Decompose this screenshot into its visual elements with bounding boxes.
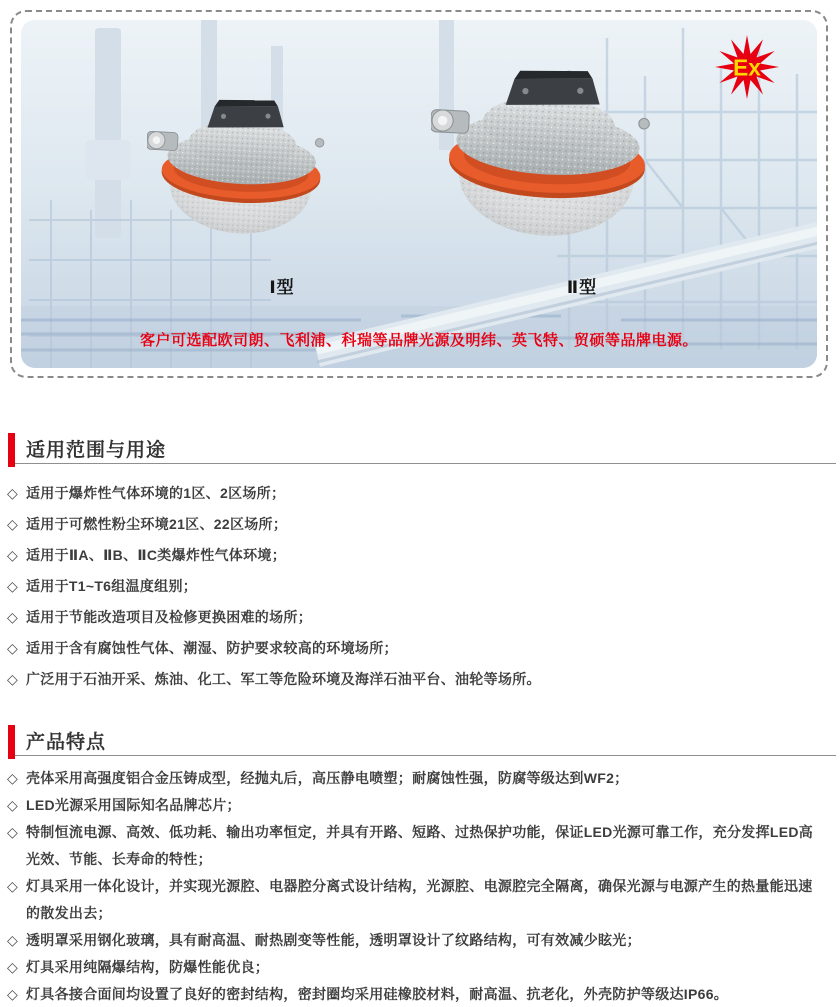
diamond-bullet-icon: ◇ xyxy=(7,609,19,625)
diamond-bullet-icon: ◇ xyxy=(7,932,19,948)
product-photo-panel xyxy=(10,10,828,378)
list-item-text: 适用于T1~T6组温度组别； xyxy=(26,578,198,594)
diamond-bullet-icon: ◇ xyxy=(7,640,19,656)
features-list xyxy=(0,765,840,1007)
section-header xyxy=(8,723,836,756)
brand-options-caption: 客户可选配欧司朗、飞利浦、科瑞等品牌光源及明纬、英飞特、贸硕等品牌电源。 xyxy=(139,332,698,349)
diamond-bullet-icon: ◇ xyxy=(7,770,19,786)
section-title: 产品特点 xyxy=(26,732,107,753)
list-item xyxy=(0,981,822,1007)
diamond-bullet-icon: ◇ xyxy=(7,959,19,975)
diamond-bullet-icon: ◇ xyxy=(7,578,19,594)
model-label-type2: Ⅱ型 xyxy=(566,278,598,297)
list-item xyxy=(0,664,822,695)
starburst-icon xyxy=(714,34,780,100)
list-item xyxy=(0,927,822,954)
list-item-text: 灯具采用一体化设计，并实现光源腔、电器腔分离式设计结构，光源腔、电源腔完全隔离，确保光源与电源产生的热量能迅速的散发出去； xyxy=(26,878,813,921)
list-item-text: 壳体采用高强度铝合金压铸成型，经抛丸后，高压静电喷塑；耐腐蚀性强，防腐等级达到WF2； xyxy=(26,770,629,786)
scope-list xyxy=(0,478,840,695)
diamond-bullet-icon: ◇ xyxy=(7,824,19,840)
section-title: 适用范围与用途 xyxy=(26,440,167,461)
industrial-background-photo xyxy=(21,20,817,368)
list-item-text: 适用于含有腐蚀性气体、潮湿、防护要求较高的环境场所； xyxy=(26,640,398,656)
industrial-scene-graphic xyxy=(21,20,817,368)
list-item xyxy=(0,571,822,602)
diamond-bullet-icon: ◇ xyxy=(7,547,19,563)
lamp-type-1-image xyxy=(147,96,335,254)
list-item xyxy=(0,602,822,633)
diamond-bullet-icon: ◇ xyxy=(7,797,19,813)
list-item-text: 适用于可燃性粉尘环境21区、22区场所； xyxy=(26,516,288,532)
diamond-bullet-icon: ◇ xyxy=(7,516,19,532)
list-item xyxy=(0,633,822,664)
list-item-text: 灯具采用纯隔爆结构，防爆性能优良； xyxy=(26,959,270,975)
list-item xyxy=(0,954,822,981)
list-item xyxy=(0,540,822,571)
list-item-text: 适用于节能改造项目及检修更换困难的场所； xyxy=(26,609,312,625)
diamond-bullet-icon: ◇ xyxy=(7,485,19,501)
list-item-text: 透明罩采用钢化玻璃，具有耐高温、耐热剧变等性能，透明罩设计了纹路结构，可有效减少眩光； xyxy=(26,932,641,948)
section-features xyxy=(0,723,840,1007)
list-item-text: 灯具各接合面间均设置了良好的密封结构，密封圈均采用硅橡胶材料，耐高温、抗老化，外壳防护等级达IP66。 xyxy=(26,986,729,1002)
list-item-text: 广泛用于石油开采、炼油、化工、军工等危险环境及海洋石油平台、油轮等场所。 xyxy=(26,671,541,687)
model-label-type1: Ⅰ型 xyxy=(269,278,295,297)
list-item-text: 特制恒流电源、高效、低功耗、输出功率恒定，并具有开路、短路、过热保护功能，保证LED光源可靠工作，充分发挥LED高光效、节能、长寿命的特性； xyxy=(26,824,814,867)
list-item xyxy=(0,819,822,873)
red-accent-bar xyxy=(8,725,15,759)
list-item xyxy=(0,873,822,927)
list-item-text: LED光源采用国际知名品牌芯片； xyxy=(26,797,241,813)
section-scope xyxy=(0,431,840,695)
red-accent-bar xyxy=(8,433,15,467)
list-item-text: 适用于爆炸性气体环境的1区、2区场所； xyxy=(26,485,286,501)
diamond-bullet-icon: ◇ xyxy=(7,878,19,894)
lamp-type-2-image xyxy=(431,66,663,261)
list-item xyxy=(0,765,822,792)
ex-certification-badge xyxy=(714,34,780,100)
list-item xyxy=(0,478,822,509)
ex-badge-label: Ex xyxy=(733,54,761,81)
diamond-bullet-icon: ◇ xyxy=(7,986,19,1002)
list-item xyxy=(0,792,822,819)
diamond-bullet-icon: ◇ xyxy=(7,671,19,687)
list-item-text: 适用于ⅡA、ⅡB、ⅡC类爆炸性气体环境； xyxy=(26,547,286,563)
list-item xyxy=(0,509,822,540)
section-header xyxy=(8,431,836,464)
